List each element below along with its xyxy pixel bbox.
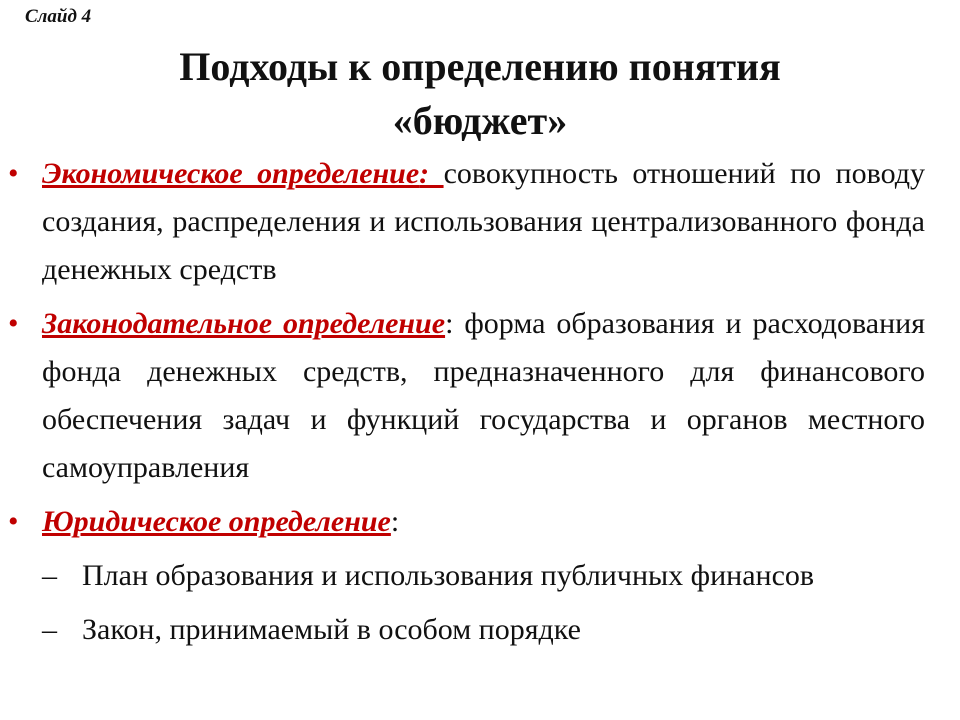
sublist-item-text: План образования и использования публичных финансов: [82, 559, 815, 592]
sublist-item-text: Закон, принимаемый в особом порядке: [82, 613, 581, 646]
sublist-item: [42, 552, 925, 600]
slide-title: [80, 40, 880, 148]
definition-separator: :: [445, 307, 465, 340]
definition-item-economic: [8, 150, 925, 294]
slide-number-label: Слайд 4: [25, 6, 92, 27]
definition-text: совокупность отношений по поводу создания, распределения и использования централизованного фонда денежных средств: [42, 157, 925, 286]
slide-title-line-2: «бюджет»: [392, 98, 568, 143]
definition-term: Юридическое определение: [42, 505, 391, 538]
definitions-list: [8, 150, 926, 654]
definition-item-legislative: [8, 300, 926, 492]
sublist-item: [42, 606, 925, 654]
slide-title-line-1: Подходы к определению понятия: [179, 44, 781, 89]
bullet-icon: •: [8, 307, 19, 340]
definition-separator: :: [390, 505, 400, 538]
bullet-icon: •: [8, 505, 19, 538]
definition-term: Законодательное определение: [42, 307, 446, 340]
dash-icon: –: [42, 613, 57, 646]
dash-icon: –: [42, 559, 57, 592]
juridical-sublist: [42, 552, 925, 654]
definition-item-juridical: [8, 498, 925, 546]
definition-text: форма образования и расходования фонда денежных средств, предназначенного для финансового обеспечения задач и функций государства и органов местного самоуправления: [42, 307, 926, 484]
definition-term: Экономическое определение:: [42, 157, 444, 190]
bullet-icon: •: [8, 157, 19, 190]
